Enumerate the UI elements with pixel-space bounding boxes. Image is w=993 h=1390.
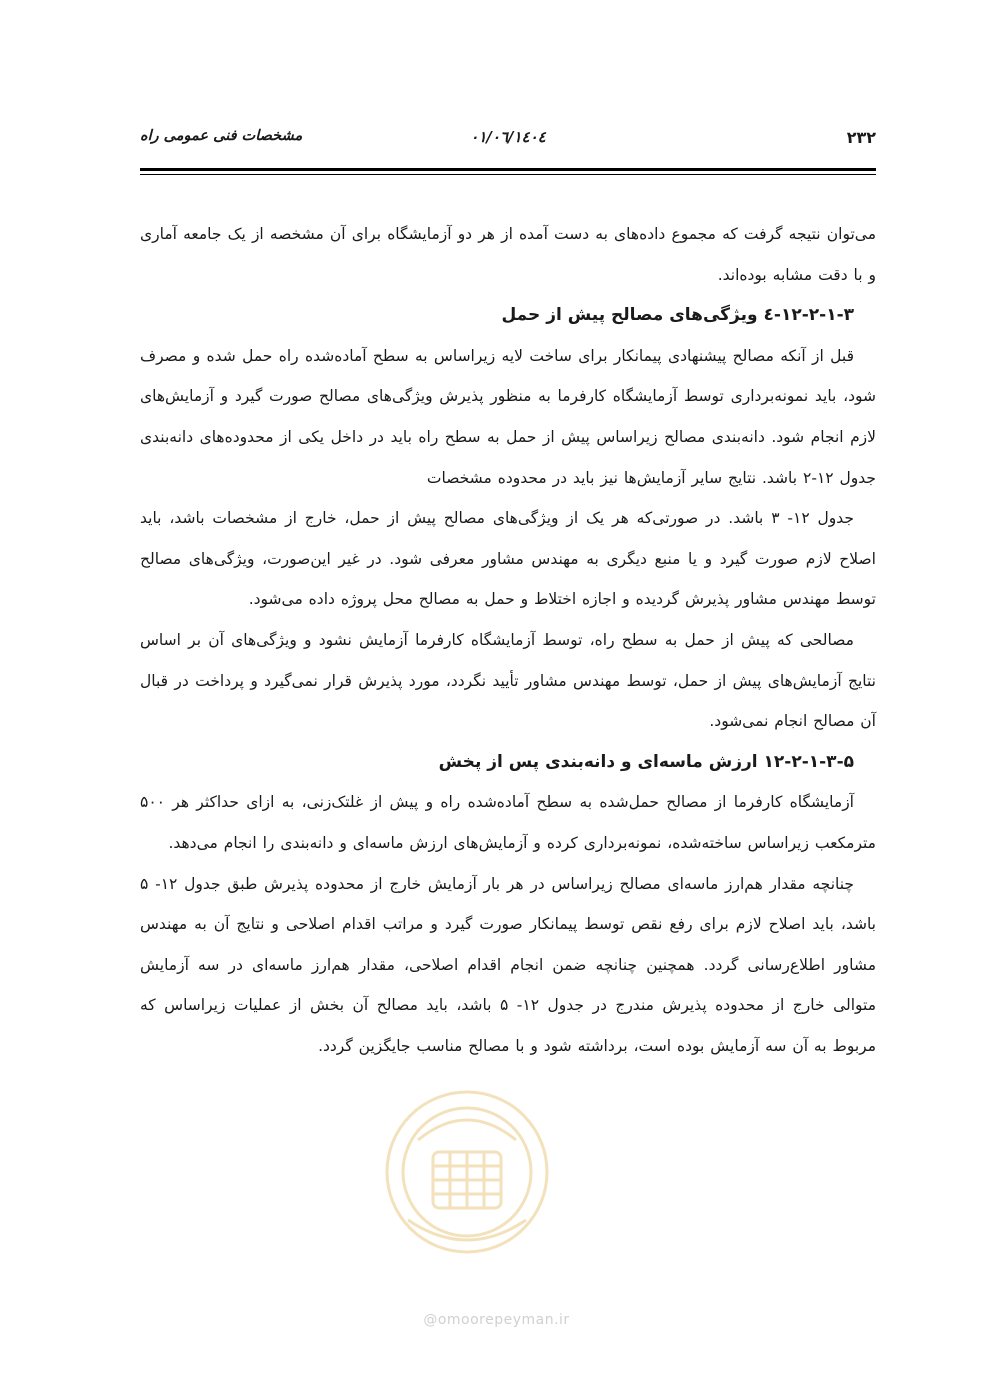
section-heading: ۱۲-۲-۱-۳-٤ ویژگی‌های مصالح پیش از حمل (501, 305, 854, 326)
header-rule-thin (140, 174, 876, 175)
paragraph: آزمایشگاه کارفرما از مصالح حمل‌شده به سطح آماده‌شده راه و پیش از غلتک‌زنی، به ازای حداکثر هر ۵۰۰ مترمکعب زیراساس ساخته‌شده، نمونه‌برداری کرده و آزمایش‌های ارزش ماسه‌ای و دانه‌بندی را انجام می‌دهد. (140, 793, 876, 852)
watermark-seal-icon (378, 1080, 556, 1270)
header-date: ۱٤۰٤/۰٦/۰۱ (470, 128, 546, 146)
header-title: مشخصات فنی عمومی راه (140, 128, 303, 144)
watermark-text: @omoorepeyman.ir (423, 1312, 570, 1328)
paragraph: مصالحی که پیش از حمل به سطح راه، توسط آزمایشگاه کارفرما آزمایش نشود و ویژگی‌های آن بر اساس نتایج آزمایش‌های پیش از حمل، توسط مهندس مشاور تأیید نگردد، مورد پذیرش قرار نمی‌گیرد و پرداخت در قبال آن مصالح انجام نمی‌شود. (140, 630, 876, 731)
paragraph: می‌توان نتیجه گرفت که مجموع داده‌های به دست آمده از هر دو آزمایشگاه برای آن مشخصه از یک جامعه آماری و با دقت مشابه بوده‌اند. (140, 225, 876, 284)
document-body (140, 214, 876, 1066)
section-heading: ۱۲-۲-۱-۳-۵ ارزش ماسه‌ای و دانه‌بندی پس از پخش (438, 751, 854, 772)
paragraph: چنانچه مقدار هم‌ارز ماسه‌ای مصالح زیراساس در هر بار آزمایش خارج از محدوده پذیرش طبق جدول ۱۲- ۵ باشد، باید اصلاح لازم برای رفع نقص توسط پیمانکار صورت گیرد و مراتب اقدام اصلاحی و نتایج آن به مهندس مشاور اطلاع‌رسانی گردد. همچنین چنانچه ضمن انجام اقدام اصلاحی، مقدار هم‌ارز ماسه‌ای در سه آزمایش متوالی خارج از محدوده پذیرش مندرج در جدول ۱۲- ۵ باشد، باید مصالح آن بخش از عملیات زیراساس که مربوط به آن سه آزمایش بوده است، برداشته شود و با مصالح مناسب جایگزین گردد. (140, 874, 876, 1055)
paragraph: قبل از آنکه مصالح پیشنهادی پیمانکار برای ساخت لایه زیراساس به سطح آماده‌شده راه حمل شده و مصرف شود، باید نمونه‌برداری توسط آزمایشگاه کارفرما به منظور پذیرش ویژگی‌های مصالح صورت گیرد و آزمایش‌های لازم انجام شود. دانه‌بندی مصالح زیراساس پیش از حمل به سطح راه باید در داخل یکی از محدوده‌های دانه‌بندی جدول ۱۲-۲ باشد. نتایج سایر آزمایش‌ها نیز باید در محدوده مشخصات (140, 346, 876, 487)
page-header (140, 128, 876, 154)
paragraph: جدول ۱۲- ۳ باشد. در صورتی‌که هر یک از ویژگی‌های مصالح پیش از حمل، خارج از مشخصات باشد، باید اصلاح لازم صورت گیرد و یا منبع دیگری به مهندس مشاور معرفی شود. در غیر این‌صورت، ویژگی‌های مصالح توسط مهندس مشاور پذیرش گردیده و اجازه اختلاط و حمل به مصالح محل پروژه داده می‌شود. (140, 509, 876, 609)
page-number: ۲۳۲ (846, 128, 876, 147)
header-rule-thick (140, 168, 876, 171)
